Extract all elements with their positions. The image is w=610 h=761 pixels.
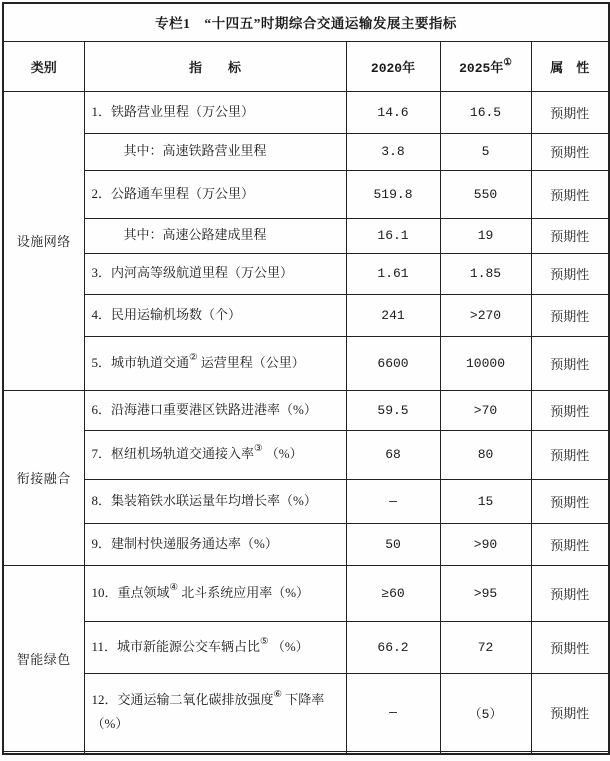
indicator-cell — [84, 170, 346, 218]
attribute-cell: 预期性 — [531, 336, 609, 390]
indicator-text: 其中：高速公路建成里程 — [123, 227, 267, 243]
footnote-marker: ③ — [254, 444, 263, 455]
attribute-cell: 预期性 — [531, 253, 609, 294]
empty-cell — [3, 751, 84, 754]
empty-cell — [84, 751, 346, 754]
attribute-cell: 预期性 — [531, 621, 609, 673]
indicator-text: 12．交通运输二氧化碳排放强度 — [91, 691, 274, 707]
indicator-cell — [84, 673, 346, 751]
table-row — [3, 133, 609, 170]
table-row — [3, 430, 609, 479]
attribute-cell: 预期性 — [531, 673, 609, 751]
value-2020-cell: 241 — [346, 294, 440, 336]
table-row — [3, 170, 609, 218]
value-2025-cell: >95 — [440, 565, 531, 621]
attribute-cell: 预期性 — [531, 390, 609, 430]
value-2020-cell: 50 — [346, 523, 440, 565]
indicator-text: 运营里程（公里） — [197, 354, 305, 370]
table-row — [3, 390, 609, 430]
indicator-text: 其中：高速铁路营业里程 — [123, 143, 267, 159]
indicator-text: 9．建制村快递服务通达率（%） — [91, 535, 278, 551]
indicator-cell — [84, 390, 346, 430]
value-2025-cell: >70 — [440, 390, 531, 430]
indicator-text: 北斗系统应用率（%） — [178, 584, 310, 600]
category-cell: 设施网络 — [3, 91, 84, 390]
column-header-indicator: 指 标 — [84, 41, 346, 91]
indicators-table — [2, 2, 610, 755]
value-2020-cell: — — [346, 479, 440, 523]
cutoff-row — [3, 751, 609, 754]
indicator-text: 2．公路通车里程（万公里） — [91, 185, 255, 201]
table-row — [3, 523, 609, 565]
indicator-cell — [84, 565, 346, 621]
value-2020-cell: 1.61 — [346, 253, 440, 294]
attribute-cell: 预期性 — [531, 91, 609, 133]
indicator-cell — [84, 523, 346, 565]
indicator-text: 8．集装箱铁水联运量年均增长率（%） — [91, 492, 317, 508]
attribute-cell: 预期性 — [531, 479, 609, 523]
value-2025-cell: 16.5 — [440, 91, 531, 133]
empty-cell — [440, 751, 531, 754]
indicator-cell — [84, 430, 346, 479]
value-2025-cell: 80 — [440, 430, 531, 479]
value-2025-cell: 19 — [440, 218, 531, 253]
value-2020-cell: ≥60 — [346, 565, 440, 621]
footnote-marker: ⑤ — [260, 636, 269, 647]
table-row — [3, 479, 609, 523]
table-row — [3, 218, 609, 253]
value-2020-cell: 6600 — [346, 336, 440, 390]
indicator-cell — [84, 621, 346, 673]
indicator-cell — [84, 91, 346, 133]
value-2020-cell: — — [346, 673, 440, 751]
indicator-cell — [84, 133, 346, 170]
indicator-text: 5．城市轨道交通 — [91, 354, 190, 370]
attribute-cell: 预期性 — [531, 170, 609, 218]
attribute-cell: 预期性 — [531, 294, 609, 336]
title-row — [3, 3, 609, 41]
value-2020-cell: 14.6 — [346, 91, 440, 133]
value-2025-cell: 15 — [440, 479, 531, 523]
value-2025-cell: 10000 — [440, 336, 531, 390]
empty-cell — [346, 751, 440, 754]
table-row — [3, 253, 609, 294]
indicator-text: （%） — [262, 446, 303, 462]
value-2025-cell: 1.85 — [440, 253, 531, 294]
column-header-2020 — [346, 41, 440, 91]
indicator-text: 1．铁路营业里程（万公里） — [91, 103, 255, 119]
category-cell: 智能绿色 — [3, 565, 84, 751]
value-2020-cell: 59.5 — [346, 390, 440, 430]
value-2025-cell: 5 — [440, 133, 531, 170]
indicator-text: （%） — [268, 638, 309, 654]
empty-cell — [531, 751, 609, 754]
footnote-marker: ② — [189, 352, 198, 363]
footnote-marker: ⑥ — [273, 689, 283, 700]
value-2020-cell: 3.8 — [346, 133, 440, 170]
year-2025-label: 2025年 — [459, 60, 504, 76]
table-content — [3, 3, 609, 754]
indicator-text: 下降率（%） — [91, 691, 325, 731]
indicator-text: 7．枢纽机场轨道交通接入率 — [91, 446, 255, 462]
table-row — [3, 673, 609, 751]
indicator-cell — [84, 479, 346, 523]
attribute-cell: 预期性 — [531, 565, 609, 621]
header-row — [3, 41, 609, 91]
footnote-marker: ④ — [169, 582, 179, 593]
value-2025-cell: >270 — [440, 294, 531, 336]
value-2020-cell: 68 — [346, 430, 440, 479]
value-2020-cell: 519.8 — [346, 170, 440, 218]
table-title: 专栏1 “十四五”时期综合交通运输发展主要指标 — [3, 3, 609, 41]
column-header-attribute: 属 性 — [531, 41, 609, 91]
column-header-category: 类别 — [3, 41, 84, 91]
indicator-text: 10．重点领域 — [91, 584, 170, 600]
value-2020-cell: 66.2 — [346, 621, 440, 673]
indicator-cell — [84, 294, 346, 336]
footnote-marker: ① — [503, 57, 512, 68]
indicator-cell — [84, 253, 346, 294]
column-header-2025 — [440, 41, 531, 91]
category-cell: 衔接融合 — [3, 390, 84, 565]
value-2025-cell: >90 — [440, 523, 531, 565]
indicator-cell — [84, 218, 346, 253]
indicator-text: 11．城市新能源公交车辆占比 — [91, 638, 261, 654]
indicator-text: 4．民用运输机场数（个） — [91, 306, 242, 322]
table-row — [3, 565, 609, 621]
indicator-text: 6．沿海港口重要港区铁路进港率（%） — [91, 401, 317, 417]
value-2025-cell: 72 — [440, 621, 531, 673]
indicator-cell — [84, 336, 346, 390]
attribute-cell: 预期性 — [531, 430, 609, 479]
table-row — [3, 91, 609, 133]
table-row — [3, 621, 609, 673]
value-2025-cell: 550 — [440, 170, 531, 218]
attribute-cell: 预期性 — [531, 523, 609, 565]
attribute-cell: 预期性 — [531, 218, 609, 253]
indicator-text: 3．内河高等级航道里程（万公里） — [91, 265, 294, 281]
table-row — [3, 294, 609, 336]
attribute-cell: 预期性 — [531, 133, 609, 170]
year-2020-label: 2020年 — [370, 60, 416, 76]
value-2025-cell: （5） — [440, 673, 531, 751]
value-2020-cell: 16.1 — [346, 218, 440, 253]
table-row — [3, 336, 609, 390]
